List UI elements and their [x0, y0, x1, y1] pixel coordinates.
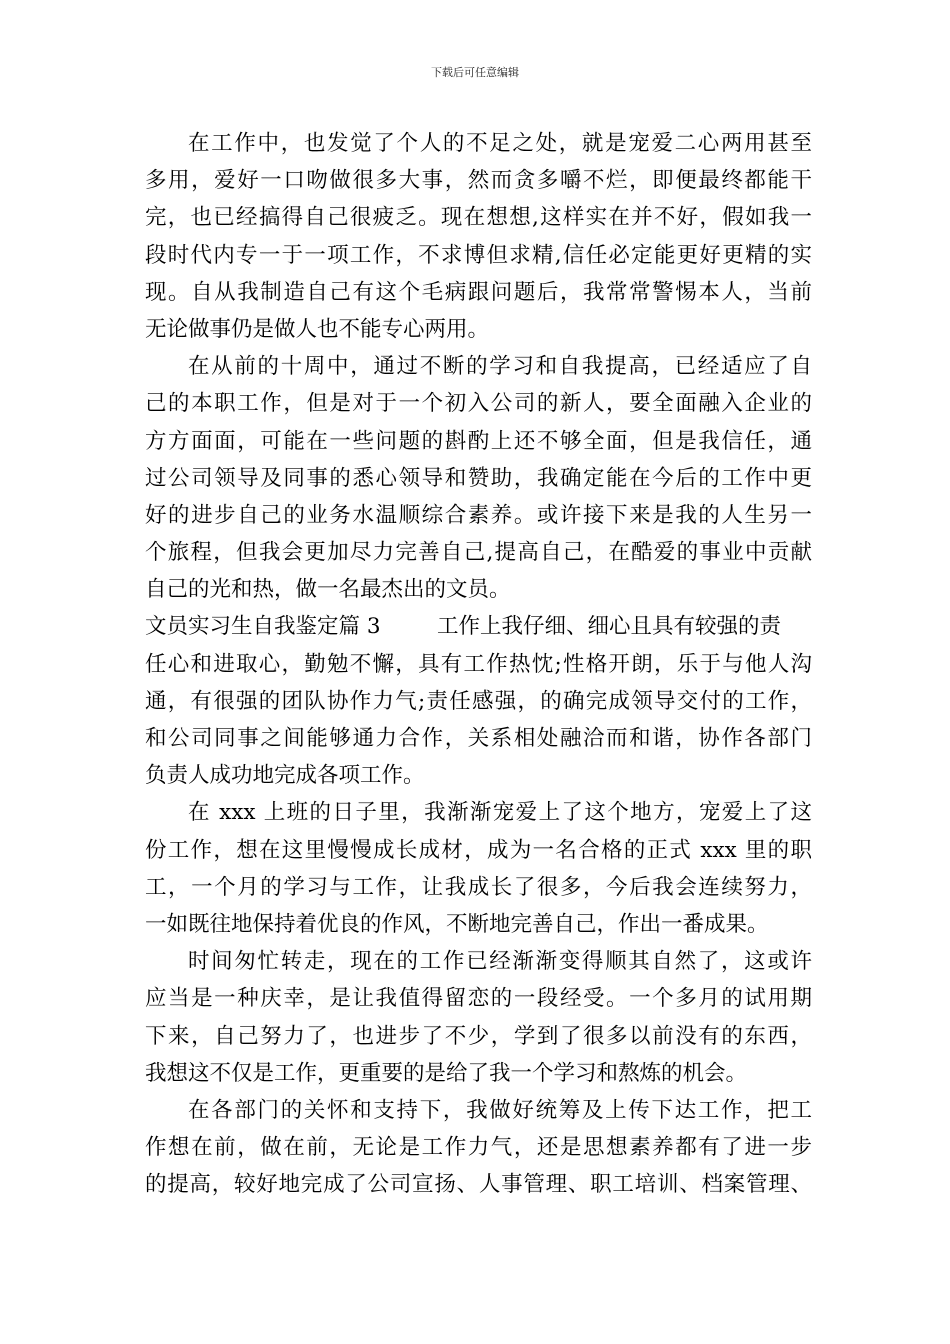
- paragraph-line: 一如既往地保持着优良的作风，不断地完善自己，作出一番成果。: [145, 911, 769, 937]
- paragraph-line: 的提高，较好地完成了公司宣扬、人事管理、职工培训、档案管理、: [145, 1172, 812, 1198]
- paragraph-line: 在工作中，也发觉了个人的不足之处，就是宠爱二心两用甚至: [188, 131, 812, 156]
- paragraph-line: 通，有很强的团队协作力气;责任感强，的确完成领导交付的工作，: [145, 688, 812, 714]
- paragraph-line: 现。自从我制造自己有这个毛病跟问题后，我常常警惕本人，当前: [145, 279, 812, 305]
- paragraph-line: 个旅程，但我会更加尽力完善自己,提高自己，在酷爱的事业中贡献: [145, 540, 812, 566]
- page-header: 下载后可任意编辑: [431, 66, 519, 79]
- paragraph-line: 好的进步自己的业务水温顺综合素养。或许接下来是我的人生另一: [145, 502, 812, 528]
- paragraph-line: 时间匆忙转走，现在的工作已经渐渐变得顺其自然了，这或许: [188, 949, 812, 975]
- paragraph-line: 和公司同事之间能够通力合作，关系相处融洽而和谐，协作各部门: [145, 726, 812, 751]
- paragraph-line: 己的本职工作，但是对于一个初入公司的新人，要全面融入企业的: [145, 391, 812, 417]
- document-body: [145, 125, 812, 1203]
- paragraph-line: 多用，爱好一口吻做很多大事，然而贪多嚼不烂，即便最终都能干: [145, 168, 812, 194]
- paragraph-line: 过公司领导及同事的悉心领导和赞助，我确定能在今后的工作中更: [145, 465, 812, 491]
- paragraph-line: 在各部门的关怀和支持下，我做好统筹及上传下达工作，把工: [188, 1097, 812, 1123]
- paragraph-line: 在从前的十周中，通过不断的学习和自我提高，已经适应了自: [188, 354, 812, 380]
- paragraph-line: 下来，自己努力了，也进步了不少，学到了很多以前没有的东西，: [145, 1023, 812, 1049]
- paragraph-line: 负责人成功地完成各项工作。: [145, 763, 425, 789]
- section-heading-line: [145, 608, 812, 645]
- paragraph-line: 无论做事仍是做人也不能专心两用。: [145, 316, 490, 342]
- paragraph-line: 完，也已经搞得自己很疲乏。现在想想,这样实在并不好，假如我一: [145, 205, 812, 231]
- paragraph-line: 份工作，想在这里慢慢成长成材，成为一名合格的正式 xxx 里的职: [145, 837, 812, 863]
- paragraph-line: 方方面面，可能在一些问题的斟酌上还不够全面，但是我信任，通: [145, 428, 812, 454]
- paragraph-line: 应当是一种庆幸，是让我值得留恋的一段经受。一个多月的试用期: [145, 986, 812, 1012]
- paragraph-line: 自己的光和热，做一名最杰出的文员。: [145, 577, 511, 603]
- paragraph-line: 工，一个月的学习与工作，让我成长了很多，今后我会连续努力，: [145, 874, 812, 900]
- paragraph-line: 我想这不仅是工作，更重要的是给了我一个学习和熬炼的机会。: [145, 1060, 748, 1086]
- paragraph-line: 任心和进取心，勤勉不懈，具有工作热忱;性格开朗，乐于与他人沟: [145, 651, 812, 677]
- paragraph-line: 在 xxx 上班的日子里，我渐渐宠爱上了这个地方，宠爱上了这: [188, 800, 812, 826]
- paragraph-line: 工作上我仔细、细心且具有较强的责: [437, 614, 782, 640]
- section-heading: 文员实习生自我鉴定篇 3: [145, 614, 381, 640]
- paragraph-line: 作想在前，做在前，无论是工作力气，还是思想素养都有了进一步: [145, 1135, 812, 1161]
- paragraph-line: 段时代内专一于一项工作，不求博但求精,信任必定能更好更精的实: [145, 242, 812, 268]
